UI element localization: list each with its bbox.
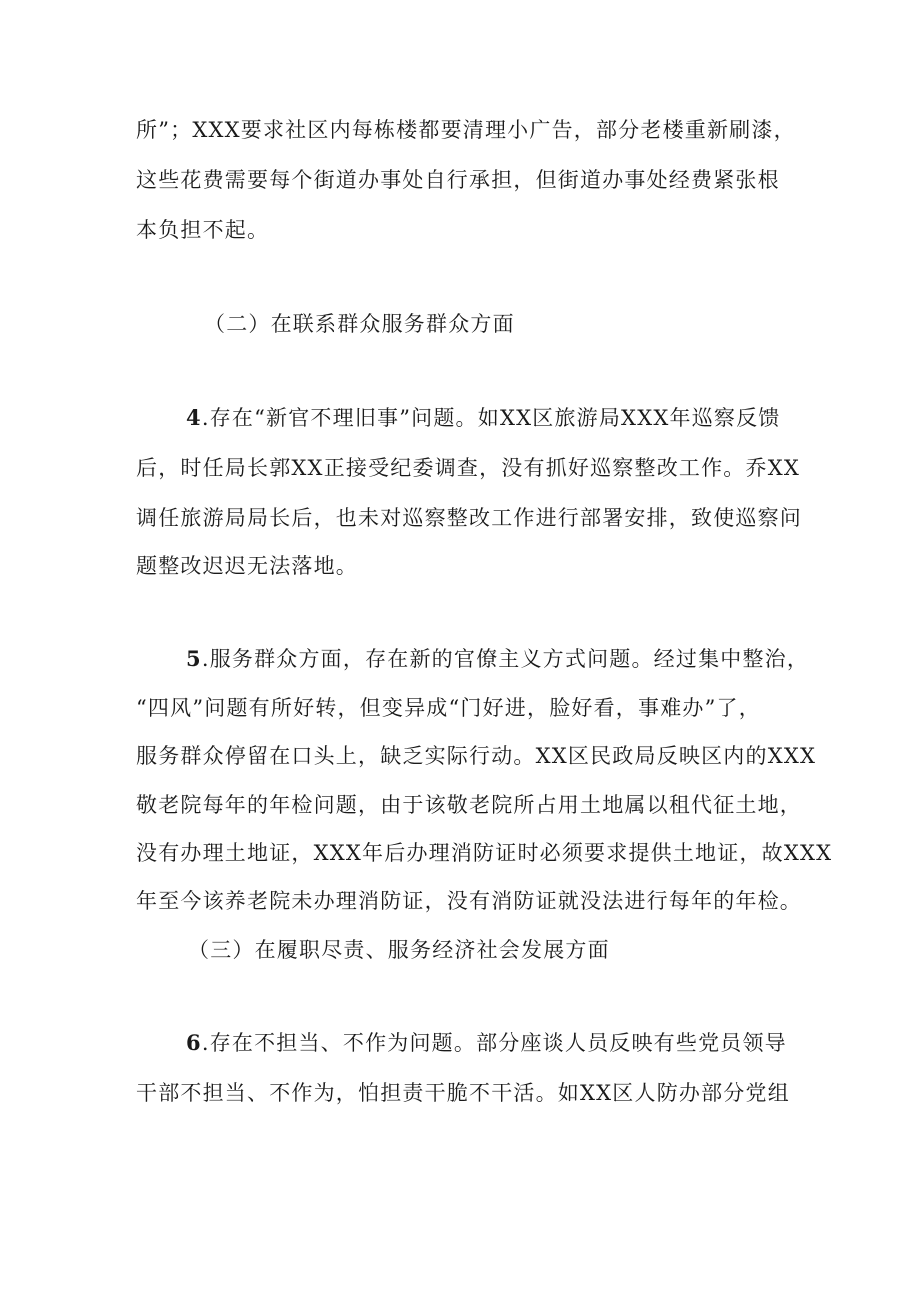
paragraph-5-line-1: [186, 646, 809, 672]
paragraph-4-line-2: 后，时任局长郭XX正接受纪委调查，没有抓好巡察整改工作。乔XX: [136, 456, 800, 480]
paragraph-6-line-1: [186, 1030, 787, 1056]
paragraph-4-line-4: 题整改迟迟无法落地。: [136, 554, 358, 578]
paragraph-4-line-1-text: .存在“新官不理旧事”问题。如XX区旅游局XXX年巡察反馈: [201, 406, 781, 430]
paragraph-1-line-2: 这些花费需要每个街道办事处自行承担，但街道办事处经费紧张根: [136, 168, 780, 192]
paragraph-1-line-3: 本负担不起。: [136, 218, 270, 242]
item-number-5: 5: [186, 646, 202, 671]
paragraph-5-line-2: “四风”问题有所好转，但变异成“门好进，脸好看，事难办”了，: [136, 696, 761, 720]
item-number-4: 4: [186, 405, 202, 430]
section-heading-2: （二）在联系群众服务群众方面: [204, 312, 515, 336]
paragraph-4-line-3: 调任旅游局局长后，也未对巡察整改工作进行部署安排，致使巡察问: [136, 506, 802, 530]
paragraph-5-line-6: 年至今该养老院未办理消防证，没有消防证就没法进行每年的年检。: [136, 889, 802, 913]
paragraph-5-line-3: 服务群众停留在口头上，缺乏实际行动。XX区民政局反映区内的XXX: [136, 744, 817, 768]
paragraph-1-line-1: 所”；XXX要求社区内每栋楼都要清理小广告，部分老楼重新刷漆，: [136, 118, 796, 142]
paragraph-5-line-1-text: .服务群众方面，存在新的官僚主义方式问题。经过集中整治，: [201, 647, 810, 671]
paragraph-6-line-2: 干部不担当、不作为，怕担责干脆不干活。如XX区人防办部分党组: [136, 1081, 790, 1105]
paragraph-5-line-5: 没有办理土地证，XXX年后办理消防证时必须要求提供土地证，故XXX: [136, 841, 833, 865]
section-heading-3: （三）在履职尽责、服务经济社会发展方面: [188, 938, 610, 962]
paragraph-6-line-1-text: .存在不担当、不作为问题。部分座谈人员反映有些党员领导: [201, 1031, 787, 1055]
item-number-6: 6: [186, 1030, 202, 1055]
paragraph-5-line-4: 敬老院每年的年检问题，由于该敬老院所占用土地属以租代征土地，: [136, 793, 802, 817]
paragraph-4-line-1: [186, 405, 781, 431]
